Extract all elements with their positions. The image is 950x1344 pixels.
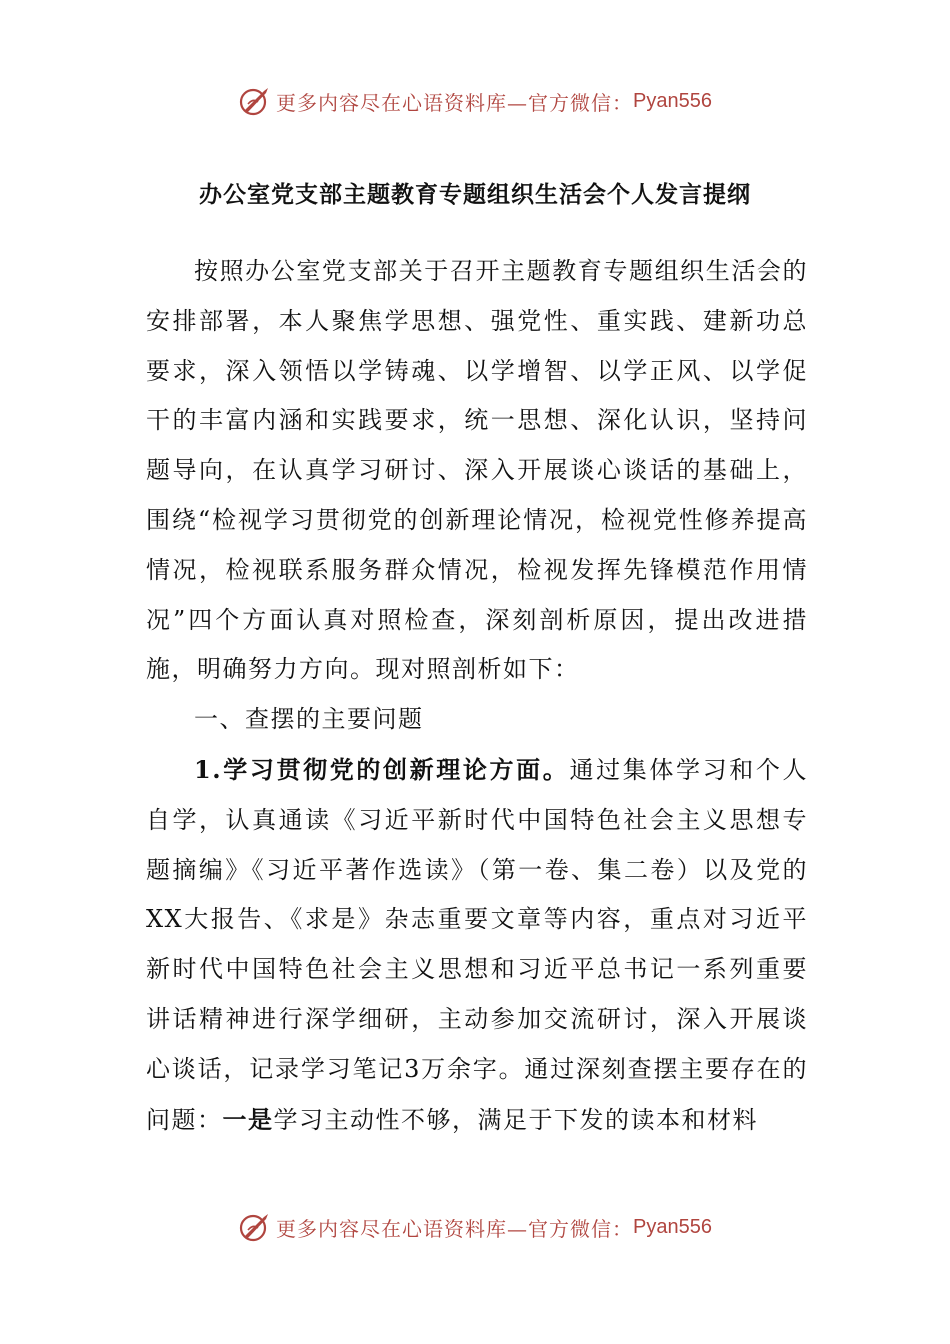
- intro-paragraph: 按照办公室党支部关于召开主题教育专题组织生活会的安排部署，本人聚焦学思想、强党性、重实践、建新功总要求，深入领悟以学铸魂、以学增智、以学正风、以学促干的丰富内涵和实践要求，统一思想、深化认识，坚持问题导向，在认真学习研讨、深入开展谈心谈话的基础上，围绕“检视学习贯彻党的创新理论情况，检视党性修养提高情况，检视联系服务群众情况，检视发挥先锋模范作用情况”四个方面认真对照检查，深刻剖析原因，提出改进措施，明确努力方向。现对照剖析如下：: [146, 257, 808, 684]
- item1-paragraph: [146, 745, 808, 1145]
- section-heading: 一、查摆的主要问题: [194, 705, 424, 734]
- pen-logo-icon: [238, 1210, 272, 1244]
- document-body: [146, 247, 808, 1145]
- document-title: 办公室党支部主题教育专题组织生活会个人发言提纲: [199, 181, 751, 208]
- watermark-footer: [0, 1210, 950, 1244]
- pen-logo-icon: [238, 84, 272, 118]
- watermark-account: Pyan556: [633, 89, 712, 112]
- item1-body: 通过集体学习和个人自学，认真通读《习近平新时代中国特色社会主义思想专题摘编》《习近平著作选读》（第一卷、集二卷）以及党的XX大报告、《求是》杂志重要文章等内容，重点对习近平新时代中国特色社会主义思想和习近平总书记一系列重要讲话精神进行深学细研，主动参加交流研讨，深入开展谈心谈话，记录学习笔记3万余字。通过深刻查摆主要存在的问题：: [146, 755, 809, 1134]
- item1-tail: 学习主动性不够，满足于下发的读本和材料: [273, 1105, 758, 1134]
- item1-marker: 一是: [222, 1104, 274, 1134]
- item1-heading: 1.学习贯彻党的创新理论方面。: [194, 754, 570, 784]
- watermark-account: Pyan556: [633, 1215, 712, 1238]
- watermark-header: [0, 84, 950, 118]
- watermark-text: 更多内容尽在心语资料库—官方微信：: [276, 1216, 634, 1241]
- watermark-text: 更多内容尽在心语资料库—官方微信：: [276, 90, 634, 115]
